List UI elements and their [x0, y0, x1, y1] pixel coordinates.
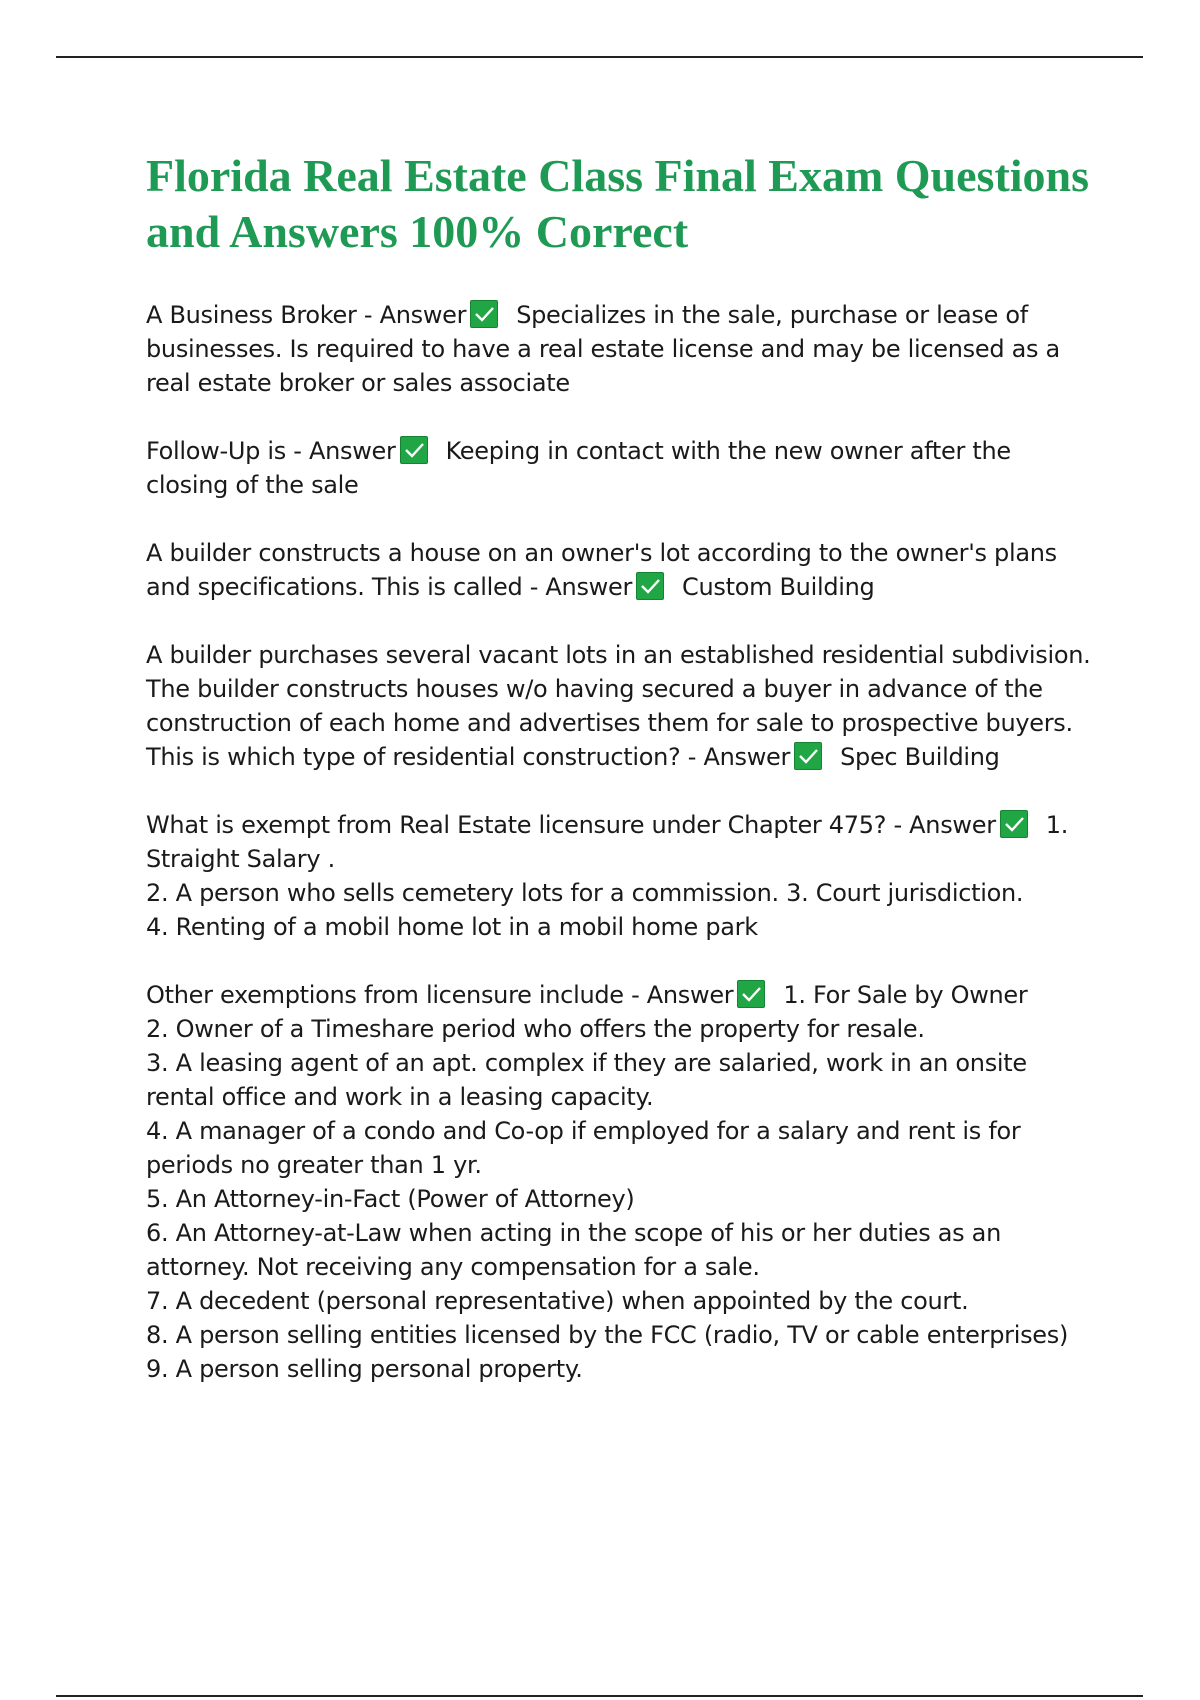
answer-text: Specializes in the sale, purchase or lease of businesses. Is required to have a real estate license and may be licensed as a real estate broker or sales associate [146, 301, 1060, 397]
qa-first-line [146, 638, 1091, 774]
answer-text: 1. Straight Salary . [146, 811, 1069, 873]
check-icon [794, 742, 822, 770]
question-text: Other exemptions from licensure include - Answer [146, 981, 734, 1009]
answer-line: 4. A manager of a condo and Co-op if employed for a salary and rent is for periods no greater than 1 yr. [146, 1117, 1021, 1179]
answer-line: 2. Owner of a Timeshare period who offers the property for resale. [146, 1015, 925, 1043]
check-icon [400, 436, 428, 464]
answer-line: 2. A person who sells cemetery lots for a commission. 3. Court jurisdiction. [146, 879, 1024, 907]
question-text: A builder constructs a house on an owner's lot according to the owner's plans and specifications. This is called - Answer [146, 539, 1057, 601]
qa-first-line [146, 808, 1091, 876]
answer-text: Spec Building [840, 743, 1000, 771]
check-icon [470, 300, 498, 328]
answer-line: 7. A decedent (personal representative) when appointed by the court. [146, 1287, 969, 1315]
qa-item [146, 978, 1091, 1386]
answer-line: 5. An Attorney-in-Fact (Power of Attorney) [146, 1185, 635, 1213]
question-text: Follow-Up is - Answer [146, 437, 396, 465]
qa-item [146, 434, 1091, 502]
qa-first-line [146, 978, 1091, 1012]
document-title: Florida Real Estate Class Final Exam Questions and Answers 100% Correct [146, 150, 1090, 257]
qa-item [146, 298, 1091, 400]
answer-line: 8. A person selling entities licensed by the FCC (radio, TV or cable enterprises) [146, 1321, 1069, 1349]
qa-item [146, 808, 1091, 944]
qa-item [146, 536, 1091, 604]
qa-first-line [146, 536, 1091, 604]
qa-first-line [146, 298, 1091, 400]
answer-line: 4. Renting of a mobil home lot in a mobil home park [146, 913, 758, 941]
answer-text: 1. For Sale by Owner [783, 981, 1028, 1009]
answer-text: Custom Building [682, 573, 875, 601]
qa-first-line [146, 434, 1091, 502]
question-text: A Business Broker - Answer [146, 301, 467, 329]
check-icon [1000, 810, 1028, 838]
answer-line: 9. A person selling personal property. [146, 1355, 583, 1383]
check-icon [737, 980, 765, 1008]
document-body [146, 148, 1091, 1420]
question-text: What is exempt from Real Estate licensure under Chapter 475? - Answer [146, 811, 996, 839]
top-rule [56, 56, 1143, 58]
answer-line: 3. A leasing agent of an apt. complex if they are salaried, work in an onsite rental office and work in a leasing capacity. [146, 1049, 1027, 1111]
check-icon [636, 572, 664, 600]
bottom-rule [56, 1695, 1143, 1697]
qa-item [146, 638, 1091, 774]
answer-text: Keeping in contact with the new owner after the closing of the sale [146, 437, 1011, 499]
question-text: A builder purchases several vacant lots in an established residential subdivision. The builder constructs houses w/o having secured a buyer in advance of the construction of each home and advertises them for sale to prospective buyers. This is which type of residential construction? - Answer [146, 641, 1091, 771]
answer-line: 6. An Attorney-at-Law when acting in the scope of his or her duties as an attorney. Not receiving any compensation for a sale. [146, 1219, 1002, 1281]
